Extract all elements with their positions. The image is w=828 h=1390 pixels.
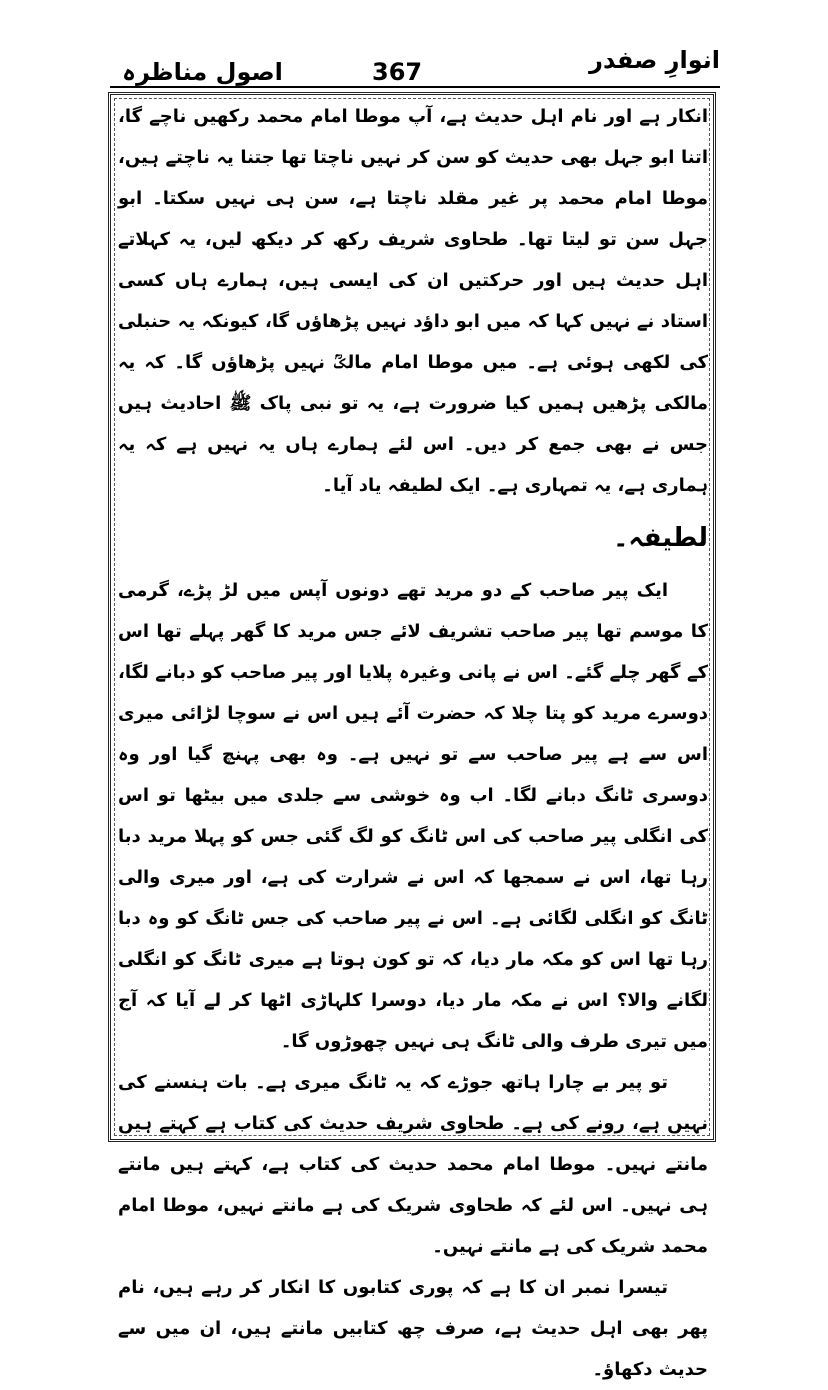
header-divider bbox=[110, 86, 720, 88]
page-body bbox=[118, 96, 708, 1390]
section-title: اصول مناظرہ bbox=[122, 58, 283, 86]
paragraph-1: انکار ہے اور نام اہل حدیث ہے، آپ موطا امام محمد رکھیں ناچے گا، اتنا ابو جہل بھی حدیث کو سن کر نہیں ناچتا تھا جتنا یہ ناچتے ہیں، موطا امام محمد پر غیر مقلد ناچتا ہے، سن ہی نہیں سکتا۔ ابو جہل سن تو لیتا تھا۔ طحاوی شریف رکھ کر دیکھ لیں، یہ کہلاتے اہل حدیث ہیں اور حرکتیں ان کی ایسی ہیں، ہمارے ہاں کسی استاد نے نہیں کہا کہ میں ابو داؤد نہیں پڑھاؤں گا، کیونکہ یہ حنبلی کی لکھی ہوئی ہے۔ میں موطا امام مالکؒ نہیں پڑھاؤں گا۔ کہ یہ مالکی پڑھیں ہمیں کیا ضرورت ہے، یہ تو نبی پاک ﷺ احادیث ہیں جس نے بھی جمع کر دیں۔ اس لئے ہمارے ہاں یہ نہیں ہے کہ یہ ہماری ہے، یہ تمہاری ہے۔ ایک لطیفہ یاد آیا۔ bbox=[118, 106, 708, 496]
paragraph-4: تیسرا نمبر ان کا ہے کہ پوری کتابوں کا انکار کر رہے ہیں، نام پھر بھی اہل حدیث ہے، صرف چھ کتابیں مانتے ہیں، ان میں سے حدیث دکھاؤ۔ bbox=[118, 1277, 708, 1380]
paragraph-3: تو پیر بے چارا ہاتھ جوڑے کہ یہ ٹانگ میری ہے۔ بات ہنسنے کی نہیں ہے، رونے کی ہے۔ طحاوی شریف حدیث کی کتاب ہے کہتے ہیں مانتے نہیں۔ موطا امام محمد حدیث کی کتاب ہے، کہتے ہیں مانتے ہی نہیں۔ اس لئے کہ طحاوی شریک کی ہے مانتے نہیں، موطا امام محمد شریک کی ہے مانتے نہیں۔ bbox=[118, 1072, 708, 1257]
page-header bbox=[110, 38, 720, 88]
page-number: 367 bbox=[372, 58, 423, 86]
paragraph-2: ایک پیر صاحب کے دو مرید تھے دونوں آپس میں لڑ پڑے، گرمی کا موسم تھا پیر صاحب تشریف لائے جس مرید کا گھر پہلے تھا اس کے گھر چلے گئے۔ اس نے پانی وغیرہ پلایا اور پیر صاحب کو دبانے لگا، دوسرے مرید کو پتا چلا کہ حضرت آئے ہیں اس نے سوچا لڑائی میری اس سے ہے پیر صاحب سے تو نہیں ہے۔ وہ بھی پہنچ گیا اور وہ دوسری ٹانگ دبانے لگا۔ اب وہ خوشی سے جلدی میں بیٹھا تو اس کی انگلی پیر صاحب کی اس ٹانگ کو لگ گئی جس کو پہلا مرید دبا رہا تھا، اس نے سمجھا کہ اس نے شرارت کی ہے، اور میری والی ٹانگ کو انگلی لگائی ہے۔ اس نے پیر صاحب کی جس ٹانگ کو وہ دبا رہا تھا اس کو مکہ مار دیا، کہ تو کون ہوتا ہے میری ٹانگ کو انگلی لگانے والا؟ اس نے مکہ مار دیا، دوسرا کلہاڑی اٹھا کر لے آیا کہ آج میں تیری طرف والی ٹانگ ہی نہیں چھوڑوں گا۔ bbox=[118, 580, 708, 1052]
section-heading: لطیفہ۔ bbox=[613, 523, 708, 553]
book-title: انوارِ صفدر bbox=[589, 46, 720, 74]
